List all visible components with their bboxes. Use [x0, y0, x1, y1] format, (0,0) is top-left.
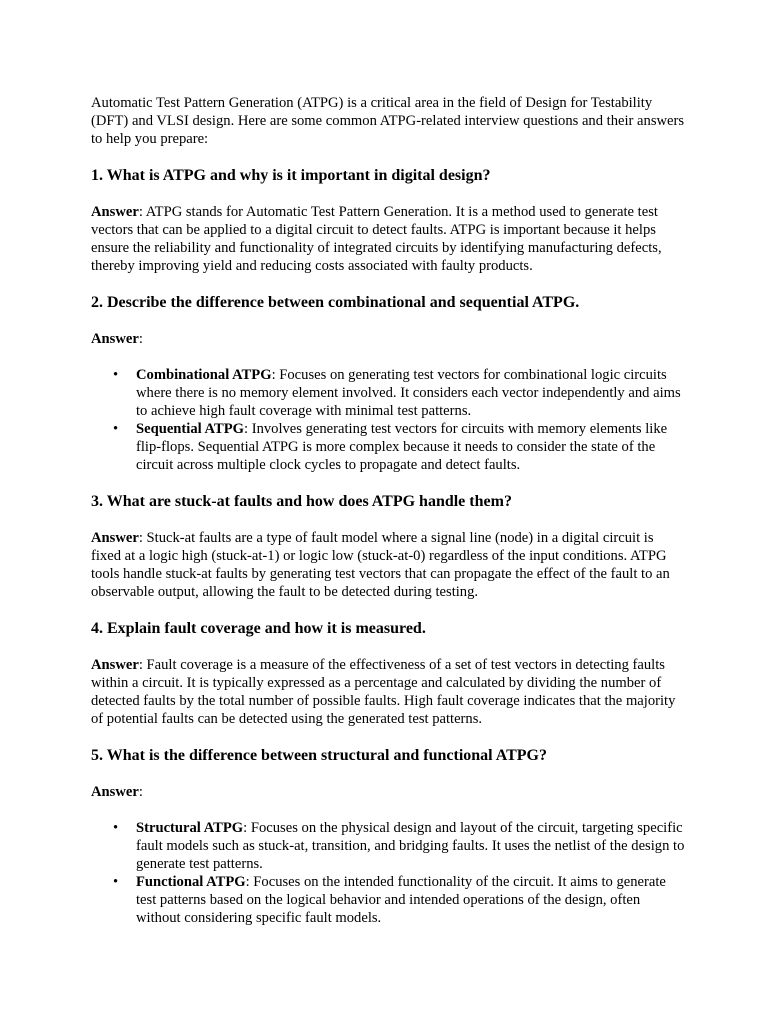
answer-label: Answer — [91, 204, 139, 220]
list-item — [91, 420, 686, 474]
answer-label: Answer — [91, 784, 139, 800]
term-label: Sequential ATPG — [136, 421, 244, 437]
answer-text: : ATPG stands for Automatic Test Pattern Generation. It is a method used to generate test vectors that can be applied to a digital circuit to detect faults. ATPG is important because it helps ensure the reliability and functionality of integrated circuits by identifying manufacturing defects, thereby improving yield and reducing costs associated with faulty products. — [91, 204, 662, 274]
answer-paragraph — [91, 783, 686, 801]
question-heading: 2. Describe the difference between combinational and sequential ATPG. — [91, 294, 580, 311]
question-heading: 5. What is the difference between structural and functional ATPG? — [91, 747, 547, 764]
list-item — [91, 873, 686, 927]
answer-text: : — [138, 331, 143, 347]
answer-paragraph — [91, 529, 686, 601]
answer-paragraph — [91, 656, 686, 728]
term-text: : Focuses on the intended functionality of the circuit. It aims to generate test patterns based on the logical behavior and intended operations of the design, often without considering specific fault models. — [136, 874, 666, 926]
answer-label: Answer — [91, 331, 139, 347]
bullet-list — [91, 819, 686, 927]
answer-text: : Fault coverage is a measure of the effectiveness of a set of test vectors in detecting faults within a circuit. It is typically expressed as a percentage and calculated by dividing the number of detected faults by the total number of possible faults. High fault coverage indicates that the majority of potential faults can be detected using the generated test patterns. — [91, 657, 676, 727]
term-text: : Focuses on the physical design and layout of the circuit, targeting specific fault models such as stuck-at, transition, and bridging faults. It uses the netlist of the design to generate test patterns. — [136, 820, 685, 872]
answer-label: Answer — [91, 657, 139, 673]
document-page — [91, 94, 686, 927]
question-heading: 3. What are stuck-at faults and how does ATPG handle them? — [91, 493, 512, 510]
answer-label: Answer — [91, 530, 139, 546]
bullet-icon: • — [113, 820, 119, 836]
question-heading: 4. Explain fault coverage and how it is measured. — [91, 620, 426, 637]
bullet-icon: • — [113, 367, 119, 383]
answer-text: : — [138, 784, 143, 800]
bullet-icon: • — [113, 421, 119, 437]
answer-paragraph — [91, 203, 686, 275]
list-item — [91, 366, 686, 420]
term-text: : Focuses on generating test vectors for combinational logic circuits where there is no memory element involved. It considers each vector independently and aims to achieve high fault coverage with minimal test patterns. — [136, 367, 681, 419]
term-label: Functional ATPG — [136, 874, 246, 890]
list-item — [91, 819, 686, 873]
answer-paragraph — [91, 330, 686, 348]
bullet-icon: • — [113, 874, 119, 890]
term-text: : Involves generating test vectors for circuits with memory elements like flip-flops. Sequential ATPG is more complex because it needs to consider the state of the circuit across multiple clock cycles to propagate and detect faults. — [136, 421, 668, 473]
bullet-list — [91, 366, 686, 474]
question-heading: 1. What is ATPG and why is it important in digital design? — [91, 167, 491, 184]
term-label: Structural ATPG — [136, 820, 244, 836]
term-label: Combinational ATPG — [136, 367, 272, 383]
intro-paragraph: Automatic Test Pattern Generation (ATPG) is a critical area in the field of Design for Testability (DFT) and VLSI design. Here are some common ATPG-related interview questions and their answers to help you prepare: — [91, 95, 685, 147]
answer-text: : Stuck-at faults are a type of fault model where a signal line (node) in a digital circuit is fixed at a logic high (stuck-at-1) or logic low (stuck-at-0) regardless of the input conditions. ATPG tools handle stuck-at faults by generating test vectors that can propagate the effect of the fault to an observable output, allowing the fault to be detected during testing. — [91, 530, 670, 600]
